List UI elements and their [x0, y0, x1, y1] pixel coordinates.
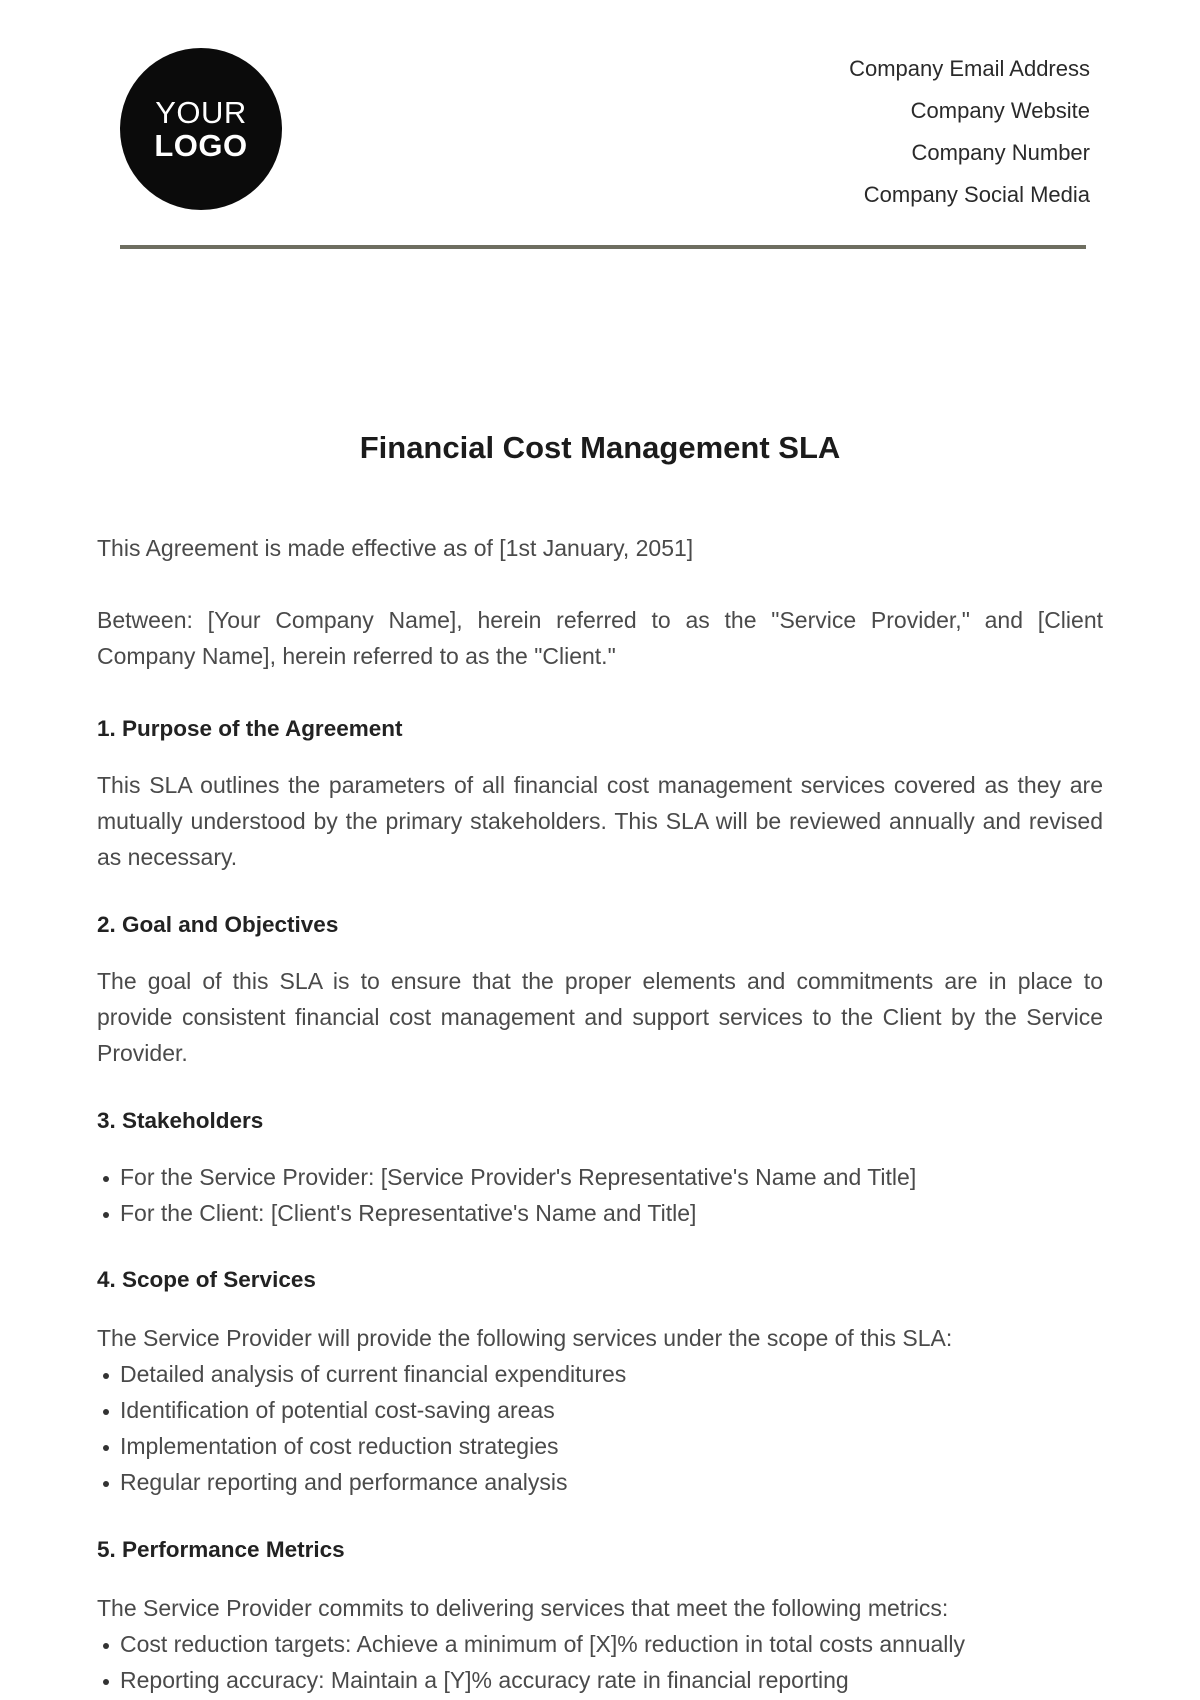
- list-item: Implementation of cost reduction strategies: [97, 1428, 1103, 1464]
- list-item: Detailed analysis of current financial expenditures: [97, 1356, 1103, 1392]
- section-4-heading: 4. Scope of Services: [97, 1267, 316, 1292]
- section-2-heading: 2. Goal and Objectives: [97, 912, 339, 937]
- list-item: For the Client: [Client's Representative's Name and Title]: [97, 1195, 1103, 1231]
- company-number: Company Number: [911, 140, 1090, 165]
- company-email: Company Email Address: [849, 56, 1090, 81]
- section-2-text: The goal of this SLA is to ensure that the proper elements and commitments are in place to provide consistent financial cost management and support services to the Client by the Service Provider.: [97, 968, 1103, 1066]
- company-logo: [120, 48, 282, 210]
- company-website: Company Website: [910, 98, 1090, 123]
- list-item: Identification of potential cost-saving areas: [97, 1392, 1103, 1428]
- company-social-media: Company Social Media: [863, 182, 1090, 207]
- services-list: [97, 1356, 1103, 1500]
- header-divider: [120, 245, 1086, 249]
- section-1-heading: 1. Purpose of the Agreement: [97, 716, 403, 741]
- stakeholders-list: [97, 1159, 1103, 1231]
- list-item: Regular reporting and performance analysis: [97, 1464, 1103, 1500]
- section-1-text: This SLA outlines the parameters of all financial cost management services covered as they are mutually understood by the primary stakeholders. This SLA will be reviewed annually and revised as necessary.: [97, 772, 1103, 870]
- effective-date-paragraph: This Agreement is made effective as of [1st January, 2051]: [97, 535, 694, 561]
- metrics-list: [97, 1626, 1103, 1698]
- list-item: Reporting accuracy: Maintain a [Y]% accuracy rate in financial reporting: [97, 1662, 1103, 1698]
- parties-paragraph: Between: [Your Company Name], herein referred to as the "Service Provider," and [Client Company Name], herein referred to as the "Client.": [97, 607, 1103, 669]
- section-5-text: The Service Provider commits to delivering services that meet the following metrics:: [97, 1595, 949, 1621]
- company-contact-block: [849, 54, 1090, 222]
- list-item: For the Service Provider: [Service Provider's Representative's Name and Title]: [97, 1159, 1103, 1195]
- logo-text-line2: LOGO: [154, 128, 248, 163]
- logo-text-line1: YOUR: [155, 95, 247, 130]
- list-item: Cost reduction targets: Achieve a minimum of [X]% reduction in total costs annually: [97, 1626, 1103, 1662]
- section-3-heading: 3. Stakeholders: [97, 1108, 264, 1133]
- section-5-heading: 5. Performance Metrics: [97, 1537, 345, 1562]
- section-4-text: The Service Provider will provide the following services under the scope of this SLA:: [97, 1325, 953, 1351]
- document-title: Financial Cost Management SLA: [359, 430, 841, 465]
